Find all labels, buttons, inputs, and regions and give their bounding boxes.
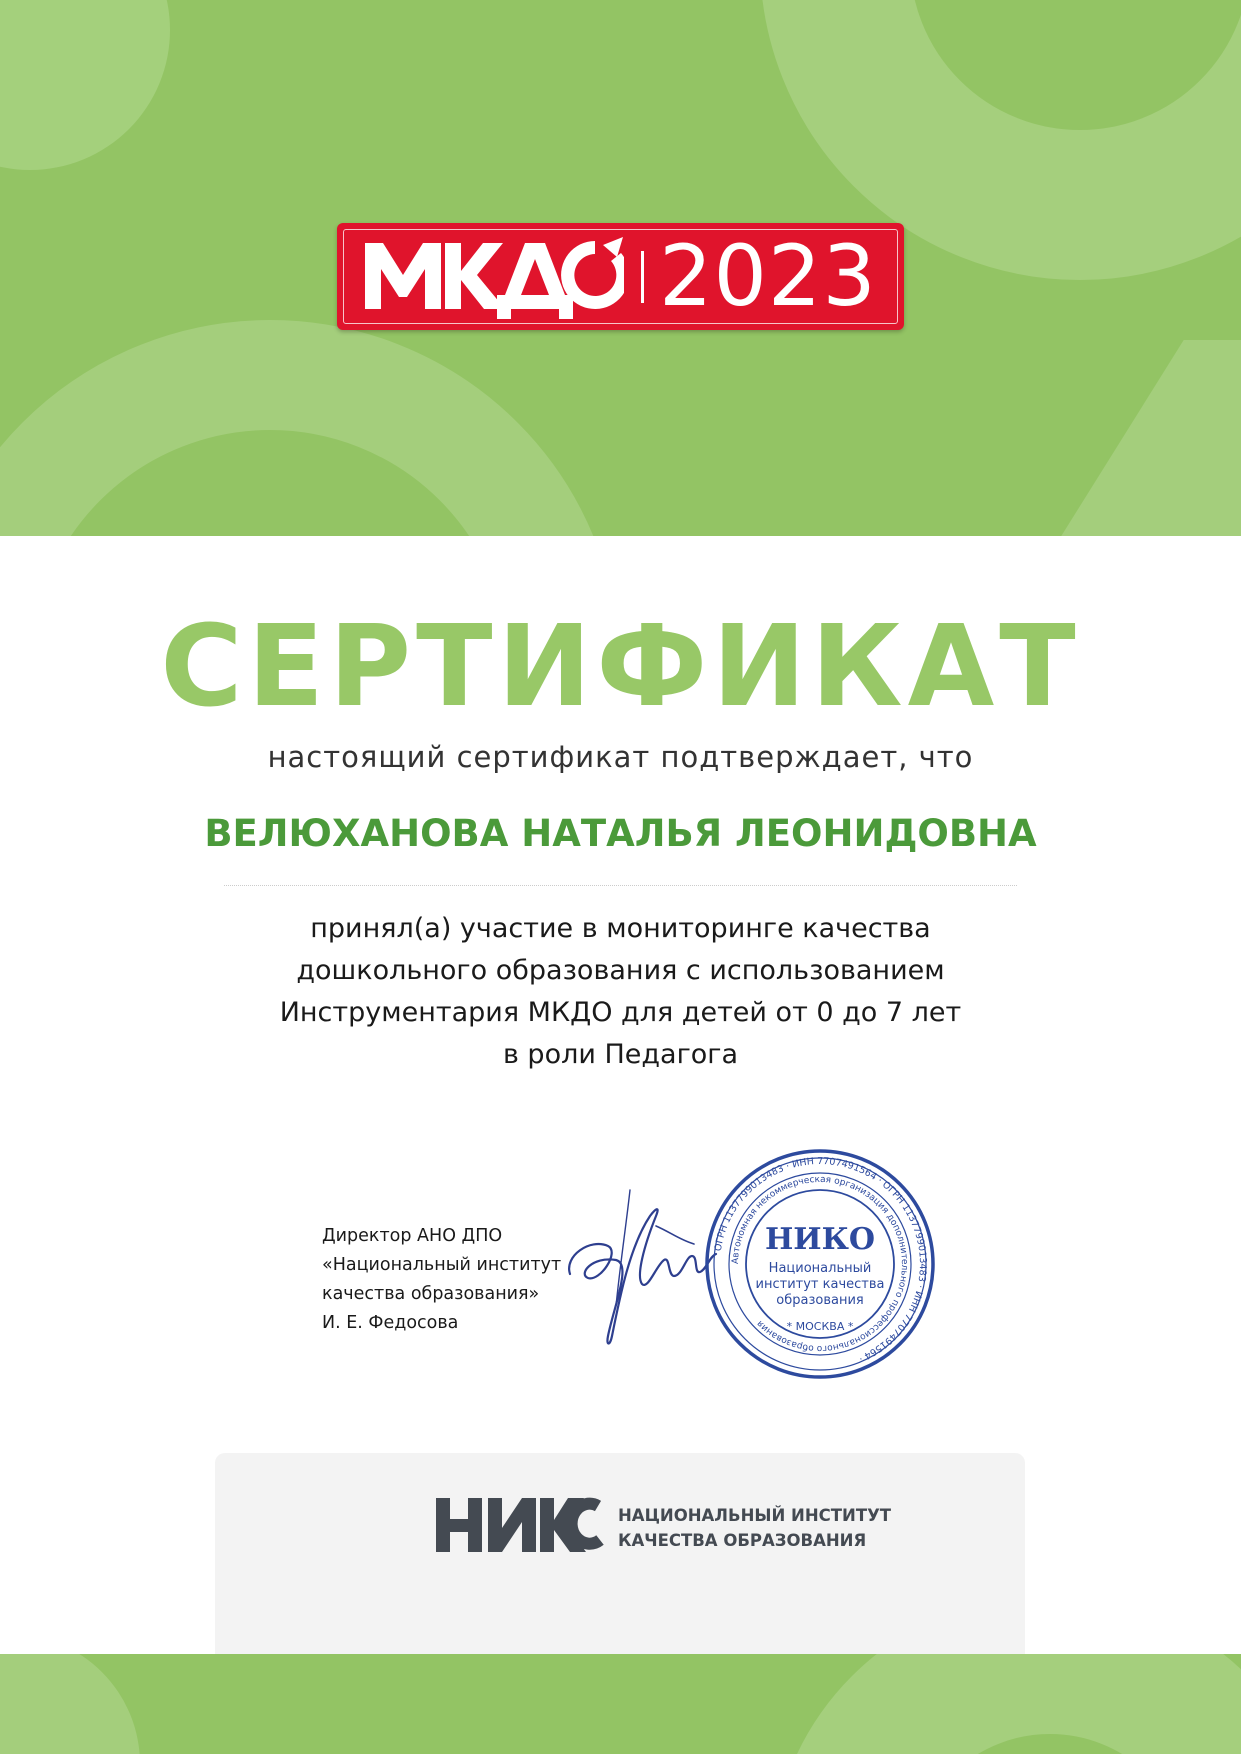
decor-circle bbox=[0, 1654, 140, 1754]
mkdo-wordmark-logo bbox=[359, 231, 624, 319]
certificate-subtitle: настоящий сертификат подтверждает, что bbox=[267, 740, 974, 774]
recipient-name: ВЕЛЮХАНОВА НАТАЛЬЯ ЛЕОНИДОВНА bbox=[204, 812, 1037, 855]
description-line: дошкольного образования с использованием bbox=[296, 955, 945, 986]
svg-text:НИКО: НИКО bbox=[764, 1222, 876, 1257]
org-line: НАЦИОНАЛЬНЫЙ ИНСТИТУТ bbox=[618, 1506, 892, 1525]
logo-divider bbox=[641, 251, 644, 303]
signer-block bbox=[322, 1222, 561, 1338]
org-line: КАЧЕСТВА ОБРАЗОВАНИЯ bbox=[618, 1531, 867, 1550]
svg-text:образования: образования bbox=[776, 1293, 864, 1308]
logo-year: 2023 bbox=[659, 227, 877, 325]
svg-text:ОГРН 1137799013483 · ИНН 77074: ОГРН 1137799013483 · ИНН 7707491564 · ОГРН 1137799013483 · ИНН 7707491564 · bbox=[712, 1155, 929, 1364]
description-line: принял(а) участие в мониторинге качества bbox=[310, 913, 931, 944]
footer-org-name bbox=[618, 1503, 891, 1553]
svg-text:Автономная некоммерческая орга: Автономная некоммерческая организация дополнительного профессионального образования bbox=[730, 1174, 910, 1354]
certificate-description bbox=[0, 908, 1241, 1076]
decor-circle bbox=[0, 0, 170, 170]
signer-line: «Национальный институт bbox=[322, 1255, 562, 1275]
signer-line: качества образования» bbox=[322, 1284, 540, 1304]
signer-line: И. Е. Федосова bbox=[322, 1313, 459, 1333]
signature-image bbox=[560, 1186, 720, 1361]
decor-ring bbox=[770, 1654, 1241, 1754]
svg-text:Национальный: Национальный bbox=[768, 1261, 872, 1276]
svg-text:* МОСКВА *: * МОСКВА * bbox=[786, 1320, 854, 1333]
mkdo-logo bbox=[337, 223, 904, 330]
decor-wedge bbox=[996, 340, 1241, 536]
certificate-title: СЕРТИФИКАТ bbox=[160, 602, 1081, 732]
name-underline bbox=[224, 885, 1017, 886]
decor-ring bbox=[0, 320, 620, 536]
footer-panel bbox=[215, 1453, 1025, 1654]
niko-logo bbox=[436, 1494, 611, 1554]
svg-text:институт качества: институт качества bbox=[755, 1277, 885, 1292]
signer-line: Директор АНО ДПО bbox=[322, 1226, 503, 1246]
description-line: в роли Педагога bbox=[502, 1039, 739, 1070]
description-line: Инструментария МКДО для детей от 0 до 7 лет bbox=[279, 997, 962, 1028]
official-seal-stamp bbox=[700, 1144, 940, 1384]
footer-band bbox=[0, 1654, 1241, 1754]
